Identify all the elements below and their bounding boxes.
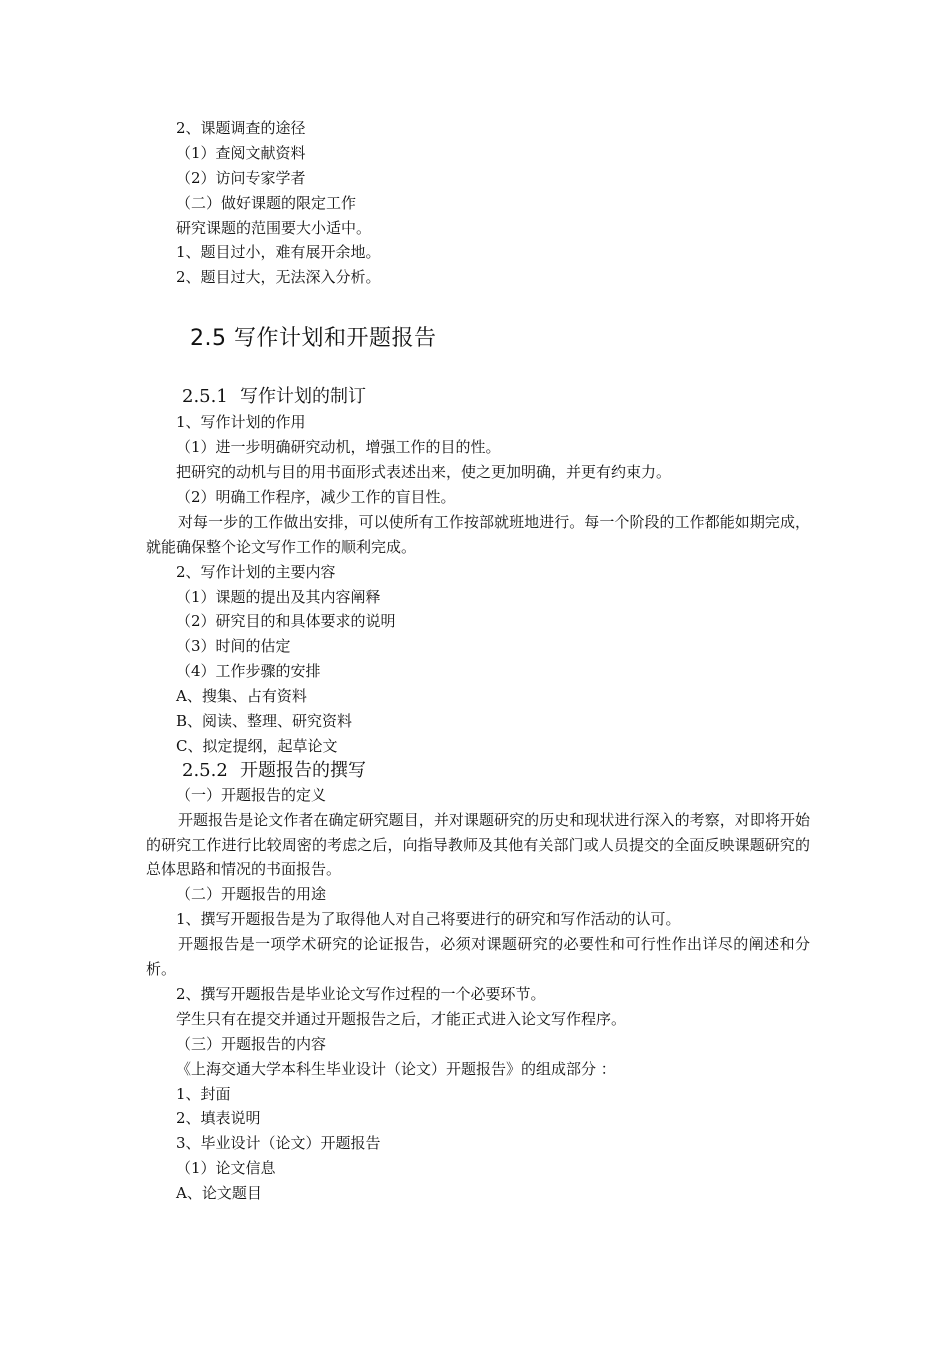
subsection-title: 开题报告的撰写 [240,759,366,781]
paragraph: 开题报告是论文作者在确定研究题目，并对课题研究的历史和现状进行深入的考察，对即将开始的研究工作进行比较周密的考虑之后，向指导教师及其他有关部门或人员提交的全面反映课题研究的总体思路和情况的书面报告。 [146,810,810,879]
text-line: A、论文题目 [176,1184,262,1203]
document-page [146,116,810,1206]
text-line: （二）开题报告的用途 [176,885,327,904]
text-line: 2、填表说明 [176,1109,261,1128]
paragraph: 对每一步的工作做出安排，可以使所有工作按部就班地进行。每一个阶段的工作都能如期完成，就能确保整个论文写作工作的顺利完成。 [146,512,810,556]
text-line: 3、毕业设计（论文）开题报告 [176,1134,381,1153]
section-heading: 2.5 写作计划和开题报告 [190,326,437,352]
text-line: A、搜集、占有资料 [176,687,307,706]
subsection-heading-2-5-2 [146,759,810,783]
text-block-plan-contents [146,560,810,759]
text-block-report-use [146,882,810,932]
text-line: 2、撰写开题报告是毕业论文写作过程的一个必要环节。 [176,984,546,1003]
subsection-title: 写作计划的制订 [240,386,366,408]
text-line: （4）工作步骤的安排 [176,662,321,681]
text-line: B、阅读、整理、研究资料 [176,711,353,730]
text-line: 学生只有在提交并通过开题报告之后，才能正式进入论文写作程序。 [176,1009,627,1028]
text-block-survey [146,116,810,290]
text-line: 把研究的动机与目的用书面形式表述出来，使之更加明确，并更有约束力。 [176,463,672,482]
text-line: （1）查阅文献资料 [176,143,306,162]
text-line: （1）进一步明确研究动机，增强工作的目的性。 [176,438,501,457]
text-line: 1、写作计划的作用 [176,413,306,432]
text-line: （一）开题报告的定义 [176,785,327,804]
text-line: 1、撰写开题报告是为了取得他人对自己将要进行的研究和写作活动的认可。 [176,910,681,929]
text-block-report-definition [146,783,810,808]
text-block-plan-purpose [146,410,810,510]
text-line: 2、题目过大，无法深入分析。 [176,268,381,287]
text-line: （1）课题的提出及其内容阐释 [176,587,381,606]
text-line: C、拟定提纲，起草论文 [176,736,338,755]
text-line: （三）开题报告的内容 [176,1034,327,1053]
text-line: （2）访问专家学者 [176,168,306,187]
paragraph: 开题报告是一项学术研究的论证报告，必须对课题研究的必要性和可行性作出详尽的阐述和分析。 [146,935,810,979]
subsection-number: 2.5.2 [182,759,228,781]
text-line: 研究课题的范围要大小适中。 [176,218,372,237]
text-line: 2、课题调查的途径 [176,119,306,137]
text-line: 2、写作计划的主要内容 [176,562,336,581]
text-line: 1、封面 [176,1084,231,1103]
text-block-report-contents [146,982,810,1206]
text-line: （1）论文信息 [176,1159,276,1178]
text-line: （2）明确工作程序，减少工作的盲目性。 [176,487,456,506]
text-line: （3）时间的估定 [176,637,291,656]
text-line: 1、题目过小，难有展开余地。 [176,243,381,262]
text-line: （二）做好课题的限定工作 [176,193,357,212]
subsection-heading-2-5-1 [146,384,810,410]
text-line: 《上海交通大学本科生毕业设计（论文）开题报告》的组成部分 ： [176,1059,616,1078]
subsection-number: 2.5.1 [182,386,228,408]
text-line: （2）研究目的和具体要求的说明 [176,612,396,631]
